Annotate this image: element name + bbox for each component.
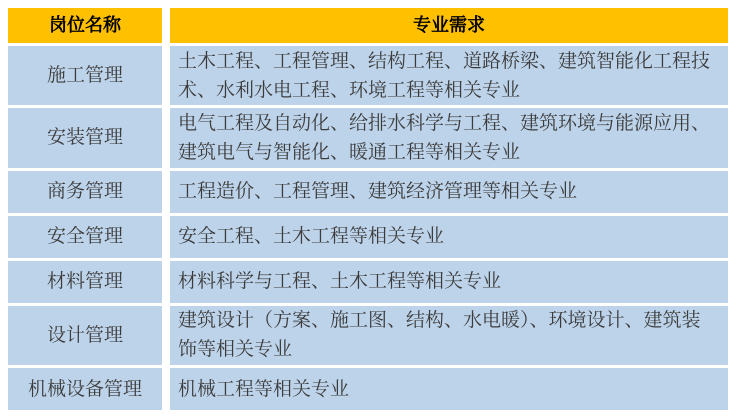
requirements-cell: 土木工程、工程管理、结构工程、道路桥梁、建筑智能化工程技术、水利水电工程、环境工程等相关专业 xyxy=(170,46,728,105)
requirements-cell: 电气工程及自动化、给排水科学与工程、建筑环境与能源应用、建筑电气与智能化、暖通工程等相关专业 xyxy=(170,108,728,167)
column-header-requirements: 专业需求 xyxy=(170,8,728,43)
position-cell: 安装管理 xyxy=(8,108,162,167)
requirements-cell: 机械工程等相关专业 xyxy=(170,368,728,410)
position-cell: 商务管理 xyxy=(8,171,162,213)
requirements-cell: 安全工程、土木工程等相关专业 xyxy=(170,216,728,258)
position-cell: 材料管理 xyxy=(8,261,162,303)
position-cell: 机械设备管理 xyxy=(8,368,162,410)
requirements-cell: 建筑设计（方案、施工图、结构、水电暖）、环境设计、建筑装饰等相关专业 xyxy=(170,306,728,365)
requirements-cell: 材料科学与工程、土木工程等相关专业 xyxy=(170,261,728,303)
position-cell: 安全管理 xyxy=(8,216,162,258)
requirements-cell: 工程造价、工程管理、建筑经济管理等相关专业 xyxy=(170,171,728,213)
column-header-position: 岗位名称 xyxy=(8,8,162,43)
position-cell: 设计管理 xyxy=(8,306,162,365)
position-cell: 施工管理 xyxy=(8,46,162,105)
